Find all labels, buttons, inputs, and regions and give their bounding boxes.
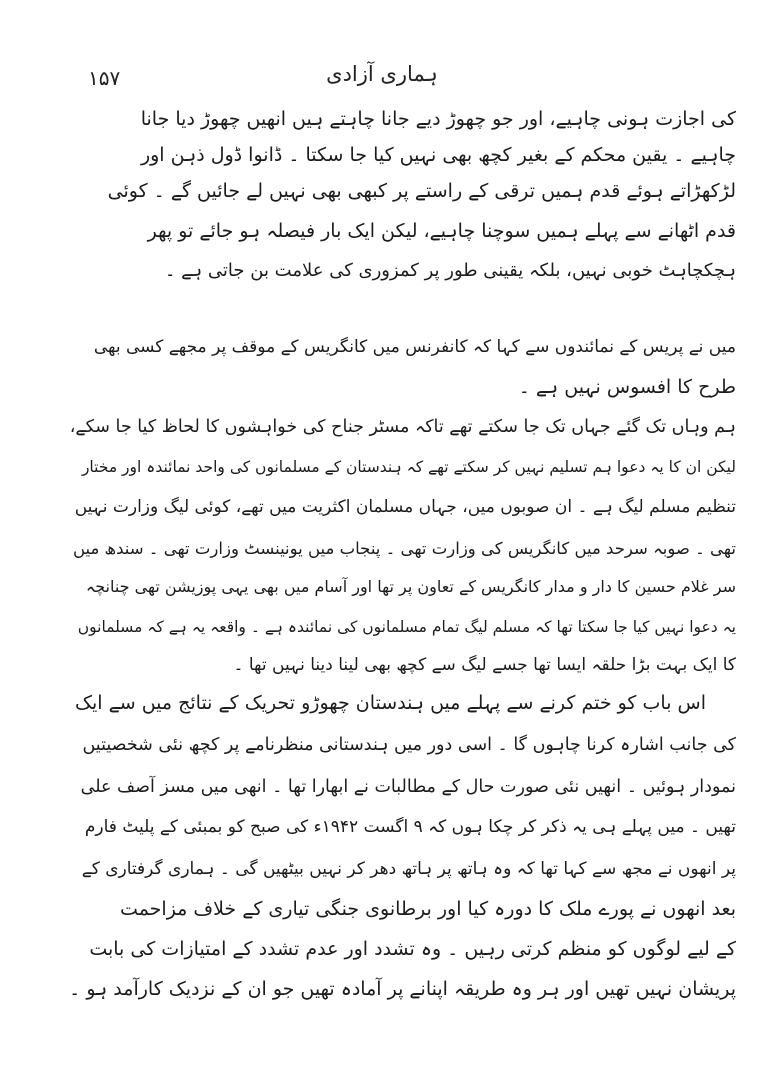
text-line: ہچکچاہٹ خوبی نہیں، بلکہ یقینی طور پر کمزوری کی علامت بن جاتی ہے ۔ <box>164 260 736 281</box>
text-line: ہم وہاں تک گئے جہاں تک جا سکتے تھے تاکہ مسٹر جناح کی خواہشوں کا لحاظ کیا جا سکے، <box>70 417 736 437</box>
text-line: طرح کا افسوس نہیں ہے ۔ <box>518 376 736 398</box>
text-line: کا ایک بہت بڑا حلقہ ایسا تھا جسے لیگ سے کچھ بھی لینا دینا نہیں تھا ۔ <box>233 655 736 675</box>
text-line: قدم اٹھانے سے پہلے ہمیں سوچنا چاہیے، لیکن ایک بار فیصلہ ہو جائے تو پھر <box>147 220 736 242</box>
page-number: ۱۵۷ <box>88 66 121 90</box>
text-line: لڑکھڑاتے ہوئے قدم ہمیں ترقی کے راستے پر کبھی بھی نہیں لے جائیں گے ۔ کوئی <box>107 180 736 202</box>
text-line: اس باب کو ختم کرنے سے پہلے میں ہندستان چھوڑو تحریک کے نتائج میں سے ایک <box>74 692 706 714</box>
text-line: چاہیے ۔ یقین محکم کے بغیر کچھ بھی نہیں کیا جا سکتا ۔ ڈانوا ڈول ذہن اور <box>140 144 736 166</box>
text-line: تھی ۔ صوبہ سرحد میں کانگریس کی وزارت تھی ۔ پنجاب میں یونینسٹ وزارت تھی ۔ سندھ میں <box>72 539 736 558</box>
text-line: تنظیم مسلم لیگ ہے ۔ ان صوبوں میں، جہاں مسلمان اکثریت میں تھے، کوئی لیگ وزارت نہیں <box>74 497 736 517</box>
text-line: سر غلام حسین کا دار و مدار کانگریس کے تعاون پر تھا اور آسام میں بھی یہی پوزیشن تھی چنانچہ <box>85 577 736 596</box>
text-line: لیکن ان کا یہ دعوا ہم تسلیم نہیں کر سکتے تھے کہ ہندستان کے مسلمانوں کی واحد نمائندہ اور مختار <box>81 458 736 476</box>
text-line: کی جانب اشارہ کرنا چاہوں گا ۔ اسی دور میں ہندستانی منظرنامے پر کچھ نئی شخصیتیں <box>82 735 736 755</box>
text-line: بعد انھوں نے پورے ملک کا دورہ کیا اور برطانوی جنگی تیاری کے خلاف مزاحمت <box>120 898 736 920</box>
text-line: یہ دعوا نہیں کیا جا سکتا تھا کہ مسلم لیگ تمام مسلمانوں کی نمائندہ ہے ۔ واقعہ یہ ہے کہ مسلمانوں <box>77 618 736 636</box>
text-line: پریشان نہیں تھیں اور ہر وہ طریقہ اپنانے پر آمادہ تھیں جو ان کے نزدیک کارآمد ہو ۔ <box>69 978 736 1000</box>
text-line: تھیں ۔ میں پہلے ہی یہ ذکر کر چکا ہوں کہ ۹ اگست ۱۹۴۲ء کی صبح کو بمبئی کے پلیٹ فارم <box>84 817 736 837</box>
text-line: کی اجازت ہونی چاہیے، اور جو چھوڑ دیے جانا چاہتے ہیں انھیں چھوڑ دیا جانا <box>140 108 736 130</box>
text-line: پر انھوں نے مجھ سے کہا تھا کہ وہ ہاتھ پر ہاتھ دھر کر نہیں بیٹھیں گی ۔ ہماری گرفتاری کے <box>81 859 736 879</box>
text-line: کے لیے لوگوں کو منظم کرتی رہیں ۔ وہ تشدد اور عدم تشدد کے امتیازات کی بابت <box>89 938 736 960</box>
text-line: میں نے پریس کے نمائندوں سے کہا کہ کانفرنس میں کانگریس کے موقف پر مجھے کسی بھی <box>93 337 736 357</box>
text-line: نمودار ہوئیں ۔ انھیں نئی صورت حال کے مطالبات نے ابھارا تھا ۔ انھی میں مسز آصف علی <box>80 777 736 797</box>
running-head: ہماری آزادی <box>326 62 438 86</box>
